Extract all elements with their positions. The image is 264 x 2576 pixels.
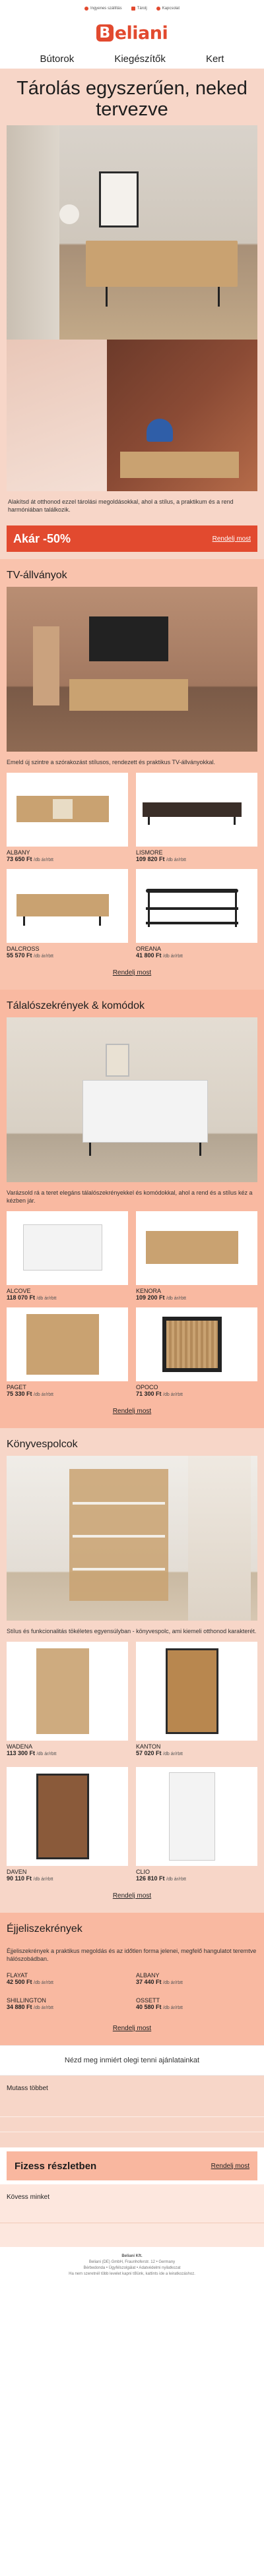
follow-block — [0, 2184, 264, 2247]
section-order-link[interactable]: Rendelj most — [112, 1892, 152, 1900]
product-name: DAVEN — [7, 1869, 27, 1875]
product-price: 55 570 Ft /db ár/rbtt — [7, 952, 54, 959]
section-order-link[interactable]: Rendelj most — [112, 1408, 152, 1415]
product-image[interactable] — [7, 1211, 128, 1285]
product-image[interactable] — [136, 869, 257, 943]
product-image[interactable] — [7, 869, 128, 943]
footer-unsubscribe[interactable]: Ha nem szeretnél több levelet kapni tőlünk, kattints ide a leiratkozáshoz. — [69, 2272, 195, 2276]
section-title: TV-állványok — [7, 570, 67, 581]
sideboard-hero-image[interactable] — [7, 1017, 257, 1182]
installment-banner[interactable] — [7, 2151, 257, 2180]
follow-label: Kövess minket — [7, 2194, 50, 2201]
section-desc: Varázsold rá a teret elegáns tálalószekrényekkel és komódokkal, ahol a rend és a stílus kéz a kézben jár. — [7, 1189, 253, 1204]
product-name: CLIO — [136, 1869, 150, 1875]
more-block-label: Mutass többet — [7, 2085, 48, 2092]
topbar-shipping[interactable]: Ingyenes szállítás — [84, 7, 122, 11]
product-price: 37 440 Ft /db ár/rbtt — [136, 1979, 183, 1985]
product-name: DALCROSS — [7, 945, 40, 952]
bookshelf-hero-image[interactable] — [7, 1456, 257, 1621]
product-image[interactable] — [136, 1211, 257, 1285]
top-bar — [0, 0, 264, 17]
sale-label: Akár -50% — [13, 531, 71, 545]
installment-title: Fizess részletben — [15, 2160, 97, 2172]
footer-address: Beliani (DE) GmbH, Fraunhoferstr. 12 • Germany — [88, 2260, 176, 2264]
product-price: 57 020 Ft /db ár/rbtt — [136, 1750, 183, 1756]
nav-garden[interactable]: Kert — [205, 53, 224, 65]
section-nightstands — [0, 1913, 264, 2045]
product-name: OSSETT — [136, 1997, 160, 2004]
product-name: ALCOVE — [7, 1288, 31, 1294]
product-name: OPOCO — [136, 1384, 158, 1391]
product-card[interactable] — [7, 1767, 128, 1882]
section-tv-stands — [0, 559, 264, 990]
product-card[interactable] — [136, 1767, 257, 1882]
tv-stand-shape — [69, 679, 188, 711]
product-name: ALBANY — [7, 849, 30, 856]
hero-image-bedroom[interactable] — [7, 340, 257, 491]
section-order-link[interactable]: Rendelj most — [112, 969, 152, 976]
sale-order-link[interactable]: Rendelj most — [212, 535, 251, 543]
main-nav — [0, 49, 264, 69]
store-icon — [131, 7, 135, 11]
product-grid — [7, 1642, 257, 1882]
product-card[interactable] — [136, 773, 257, 862]
newsletter-text: Nézd meg inmiért olegi tenni ajánlatainkat — [0, 2045, 264, 2076]
topbar-store[interactable]: Tárolj — [131, 7, 147, 11]
lamp-shape — [59, 204, 79, 224]
product-image[interactable] — [7, 1642, 128, 1741]
logo-wordmark: eliani — [114, 22, 168, 44]
product-name: KANTON — [136, 1743, 161, 1750]
product-card[interactable] — [7, 1969, 128, 1985]
product-name: OREANA — [136, 945, 162, 952]
hero-section — [0, 69, 264, 559]
product-price: 109 200 Ft /db ár/rbtt — [136, 1294, 187, 1301]
product-name: LISMORE — [136, 849, 163, 856]
product-image[interactable] — [7, 1767, 128, 1866]
blue-lamp-shape — [147, 419, 173, 442]
topbar-contact[interactable]: Kapcsolat — [156, 7, 180, 11]
product-name: ALBANY — [136, 1972, 160, 1979]
installment-link[interactable]: Rendelj most — [211, 2162, 249, 2170]
product-price: 109 820 Ft /db ár/rbtt — [136, 856, 187, 862]
product-card[interactable] — [136, 1307, 257, 1397]
logo-mark: B — [96, 24, 114, 42]
product-price: 40 580 Ft /db ár/rbtt — [136, 2004, 183, 2010]
product-image[interactable] — [136, 773, 257, 847]
product-name: KENORA — [136, 1288, 162, 1294]
nav-furniture[interactable]: Bútorok — [40, 53, 75, 65]
product-image[interactable] — [136, 1307, 257, 1381]
hero-text: Alakítsd át otthonod ezzel tárolási megoldásokkal, ahol a stílus, a praktikum és a rend harmóniában találkozik. — [8, 498, 234, 513]
product-card[interactable] — [7, 1994, 128, 2010]
phone-icon — [156, 7, 160, 11]
product-card[interactable] — [7, 1307, 128, 1397]
product-price: 118 070 Ft /db ár/rbtt — [7, 1294, 57, 1301]
product-price: 34 880 Ft /db ár/rbtt — [7, 2004, 54, 2010]
product-card[interactable] — [7, 869, 128, 959]
more-block[interactable] — [0, 2076, 264, 2147]
product-card[interactable] — [136, 869, 257, 959]
product-image[interactable] — [7, 1307, 128, 1381]
product-grid — [7, 773, 257, 959]
section-bookshelves — [0, 1428, 264, 1913]
product-grid — [7, 1211, 257, 1397]
hero-title: Tárolás egyszerűen, neked tervezve — [16, 78, 248, 120]
product-card[interactable] — [7, 773, 128, 862]
product-name: SHILLINGTON — [7, 1997, 46, 2004]
sideboard-shape — [86, 241, 238, 287]
truck-icon — [84, 7, 88, 11]
product-price: 113 300 Ft /db ár/rbtt — [7, 1750, 57, 1756]
sale-banner[interactable] — [7, 525, 257, 552]
tv-shape — [89, 616, 168, 661]
footer-links[interactable]: Bérbedonda • Ügyfélszolgálat • Adatvédelmi nyilatkozat — [83, 2266, 181, 2270]
product-card[interactable] — [136, 1211, 257, 1301]
product-price: 73 650 Ft /db ár/rbtt — [7, 856, 54, 862]
tv-hero-image[interactable] — [7, 587, 257, 752]
footer-company: Beliani Kft. — [121, 2254, 143, 2258]
product-image[interactable] — [7, 773, 128, 847]
product-card[interactable] — [7, 1642, 128, 1756]
product-image[interactable] — [136, 1767, 257, 1866]
section-desc: Éjjeliszekrények a praktikus megoldás és az időtlen forma jelenei, megfelő hangulatot teremtve hálószobádban. — [7, 1948, 257, 1962]
product-price: 126 810 Ft /db ár/rbtt — [136, 1875, 187, 1882]
product-price: 42 500 Ft /db ár/rbtt — [7, 1979, 54, 1985]
product-name: WADENA — [7, 1743, 33, 1750]
product-image[interactable] — [136, 1642, 257, 1741]
product-price: 41 800 Ft /db ár/rbtt — [136, 952, 183, 959]
footer — [0, 2247, 264, 2284]
section-title: Tálalószekrények & komódok — [7, 1000, 145, 1011]
product-card[interactable] — [136, 1994, 257, 2010]
section-order-link[interactable]: Rendelj most — [112, 2025, 152, 2032]
product-card[interactable] — [7, 1211, 128, 1301]
section-desc: Stílus és funkcionalitás tökéletes egyensúlyban - könyvespolc, ami kiemeli otthonod karakterét. — [7, 1628, 257, 1634]
hero-image-living-room[interactable] — [7, 125, 257, 340]
product-name: PAGET — [7, 1384, 26, 1391]
section-sideboards — [0, 990, 264, 1428]
product-price: 71 300 Ft /db ár/rbtt — [136, 1391, 183, 1397]
product-grid — [7, 1969, 257, 2014]
product-price: 75 330 Ft /db ár/rbtt — [7, 1391, 54, 1397]
product-name: FLAYAT — [7, 1972, 28, 1979]
product-card[interactable] — [136, 1969, 257, 1985]
brand-logo[interactable] — [0, 17, 264, 49]
product-price: 90 110 Ft /db ár/rbtt — [7, 1875, 53, 1882]
nav-accessories[interactable]: Kiegészítők — [114, 53, 166, 65]
white-sideboard-shape — [82, 1080, 208, 1143]
section-title: Könyvespolcok — [7, 1439, 78, 1450]
section-title: Éjjeliszekrények — [7, 1923, 82, 1934]
section-desc: Emeld új szintre a szórakozást stílusos, rendezett és praktikus TV-állványokkal. — [7, 759, 215, 765]
product-card[interactable] — [136, 1642, 257, 1756]
wall-art — [99, 171, 139, 227]
